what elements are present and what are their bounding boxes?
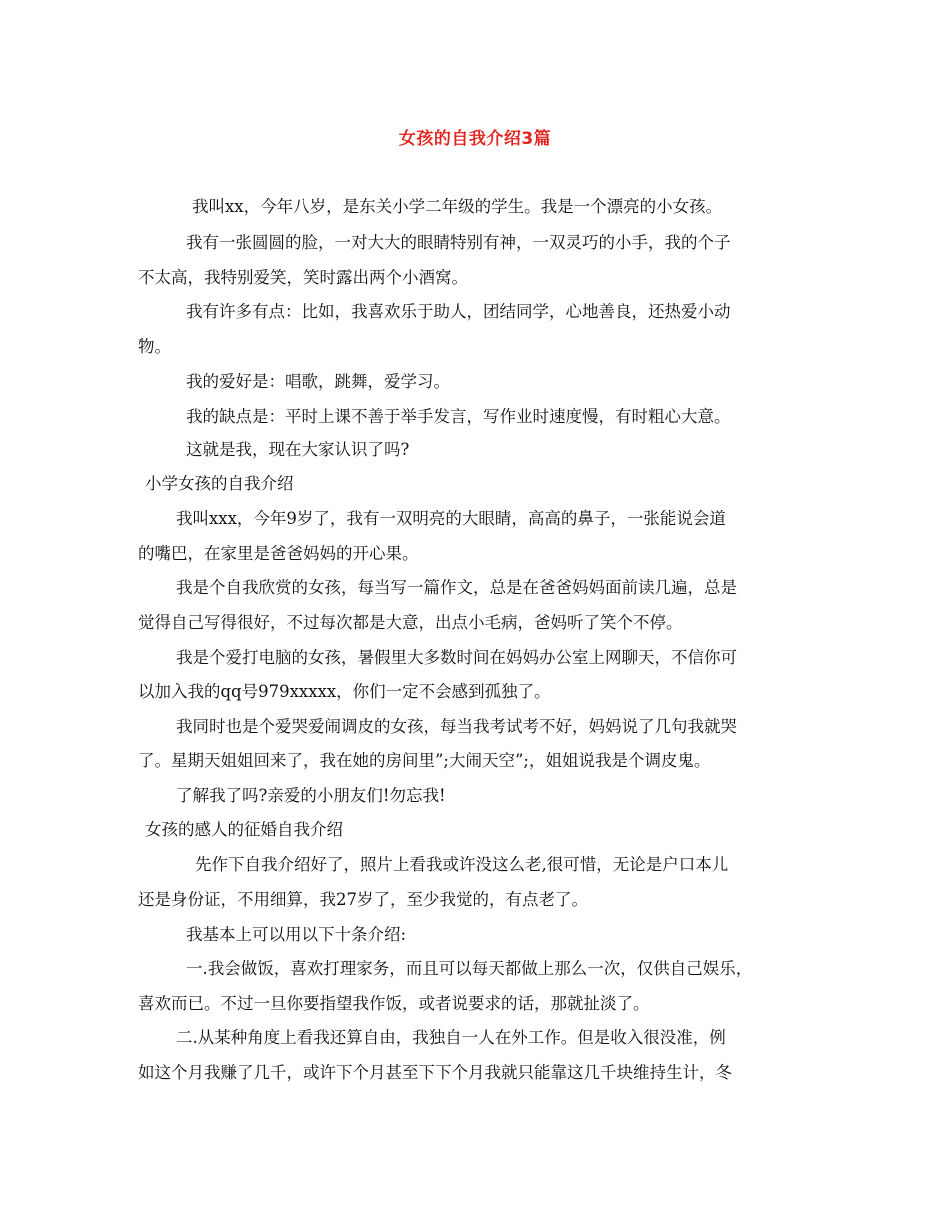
paragraph-line: 我的缺点是：平时上课不善于举手发言，写作业时速度慢，有时粗心大意。 [186, 407, 731, 426]
paragraph-line: 的嘴巴，在家里是爸爸妈妈的开心果。 [138, 544, 419, 563]
paragraph-line: 我有一张圆圆的脸，一对大大的眼睛特别有神，一双灵巧的小手，我的个子 [186, 233, 731, 252]
paragraph-line: 了解我了吗?亲爱的小朋友们!勿忘我! [176, 786, 446, 805]
paragraph-line: 喜欢而已。不过一旦你要指望我作饭，或者说要求的话，那就扯淡了。 [138, 994, 650, 1013]
paragraph-line: 我有许多有点：比如，我喜欢乐于助人，团结同学，心地善良，还热爱小动 [186, 302, 731, 321]
paragraph-line: 我叫xxx，今年9岁了，我有一双明亮的大眼睛，高高的鼻子，一张能说会道 [176, 509, 726, 528]
section-heading: 小学女孩的自我介绍 [145, 474, 294, 493]
paragraph-line: 物。 [138, 337, 171, 356]
paragraph-line: 觉得自己写得很好，不过每次都是大意，出点小毛病，爸妈听了笑个不停。 [138, 613, 683, 632]
paragraph-line: 我叫xx，今年八岁，是东关小学二年级的学生。我是一个漂亮的小女孩。 [192, 197, 723, 216]
paragraph-line: 先作下自我介绍好了，照片上看我或许没这么老,很可惜，无论是户口本儿 [195, 855, 729, 874]
paragraph-line: 了。星期天姐姐回来了，我在她的房间里”;大闹天空”;，姐姐说我是个调皮鬼。 [138, 751, 711, 770]
paragraph-line: 还是身份证，不用细算，我27岁了，至少我觉的，有点老了。 [138, 890, 588, 909]
paragraph-line: 我的爱好是：唱歌，跳舞，爱学习。 [186, 372, 450, 391]
paragraph-line: 二.从某种角度上看我还算自由，我独自一人在外工作。但是收入很没准，例 [176, 1028, 726, 1047]
paragraph-line: 我是个爱打电脑的女孩，暑假里大多数时间在妈妈办公室上网聊天，不信你可 [176, 648, 737, 667]
paragraph-line: 一.我会做饭，喜欢打理家务，而且可以每天都做上那么一次，仅供自己娱乐， [186, 959, 753, 978]
section-heading: 女孩的感人的征婚自我介绍 [145, 820, 343, 839]
paragraph-line: 我是个自我欣赏的女孩，每当写一篇作文，总是在爸爸妈妈面前读几遍，总是 [176, 578, 737, 597]
paragraph-line: 不太高，我特别爱笑，笑时露出两个小酒窝。 [138, 268, 468, 287]
paragraph-line: 我同时也是个爱哭爱闹调皮的女孩，每当我考试考不好，妈妈说了几句我就哭 [176, 717, 737, 736]
paragraph-line: 我基本上可以用以下十条介绍: [186, 925, 407, 944]
paragraph-line: 以加入我的qq号979xxxxx，你们一定不会感到孤独了。 [138, 682, 551, 701]
document-title: 女孩的自我介绍3篇 [398, 129, 552, 149]
paragraph-line: 如这个月我赚了几千，或许下个月甚至下下个月我就只能靠这几千块维持生计，冬 [138, 1063, 732, 1082]
paragraph-line: 这就是我，现在大家认识了吗? [186, 440, 410, 459]
